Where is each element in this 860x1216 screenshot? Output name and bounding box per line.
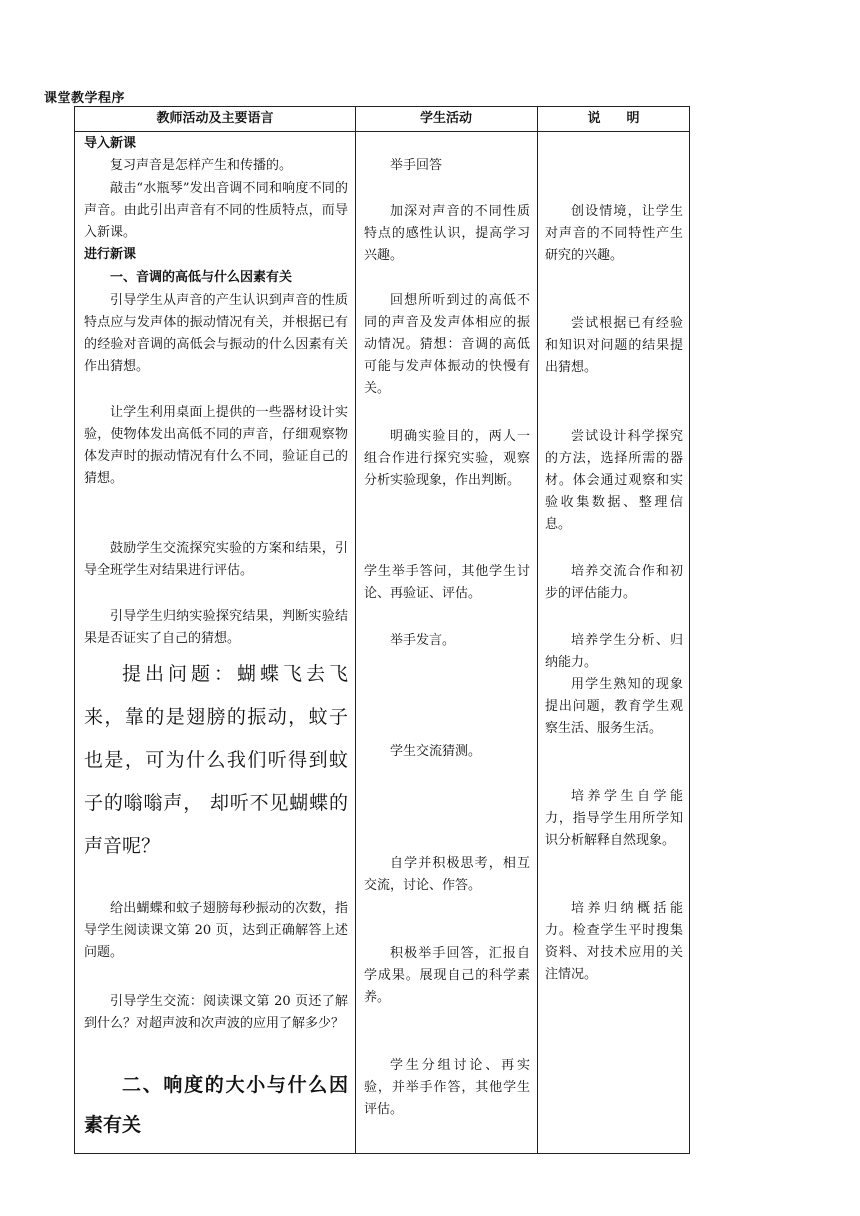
teacher-text: 复习声音是怎样产生和传播的。	[110, 158, 293, 173]
note-text: 培养学生分析、归纳能力。	[545, 633, 683, 670]
student-activity: 学生分组讨论、再实验，并举手作答，其他学生评估。	[364, 1058, 530, 1117]
note-text: 培养交流合作和初步的评估能力。	[545, 564, 683, 601]
student-activity: 回想所听到过的高低不同的声音及发声体相应的振动情况。猜想：音调的高低可能与发声体振动的快慢有关。	[364, 293, 530, 396]
section-heading: 课堂教学程序	[44, 91, 126, 106]
teacher-text: 鼓励学生交流探究实验的方案和结果，引导全班学生对结果进行评估。	[84, 541, 348, 578]
student-activity: 学生交流猜测。	[390, 744, 482, 759]
column-divider	[355, 107, 356, 1153]
teacher-question: 提出问题：蝴蝶飞去飞来，靠的是翅膀的振动，蚊子也是，可为什么我们听得到蚊子的嗡嗡声， 却听不见蝴蝶的声音呢？	[84, 663, 348, 857]
student-activity: 积极举手回答，汇报自学成果。展现自己的科学素养。	[364, 946, 530, 1005]
student-activity: 举手发言。	[390, 633, 456, 648]
teacher-section-title: 一、音调的高低与什么因素有关	[110, 270, 293, 285]
note-text: 培养归纳概括能力。检查学生平时搜集资料、对技术应用的关注情况。	[545, 901, 683, 982]
header-student-activity: 学生活动	[419, 111, 472, 126]
note-text: 用学生熟知的现象提出问题，教育学生观察生活、服务生活。	[545, 677, 683, 736]
teacher-text: 引导学生交流：阅读课文第 20 页还了解到什么？对超声波和次声波的应用了解多少？	[84, 994, 348, 1031]
teacher-text: 让学生利用桌面上提供的一些器材设计实验，使物体发出高低不同的声音，仔细观察物体发声时的振动情况有什么不同，验证自己的猜想。	[84, 405, 348, 486]
note-text: 创设情境，让学生对声音的不同特性产生研究的兴趣。	[545, 204, 683, 263]
student-activity: 明确实验目的，两人一组合作进行探究实验，观察分析实验现象，作出判断。	[364, 429, 530, 488]
note-text: 培养学生自学能力，指导学生用所学知识分析解释自然现象。	[545, 789, 683, 848]
header-teacher-activity: 教师活动及主要语言	[156, 111, 274, 126]
header-notes: 说 明	[587, 111, 640, 126]
student-activity: 自学并积极思考，相互交流，讨论、作答。	[364, 856, 530, 893]
teacher-text: 引导学生归纳实验探究结果，判断实验结果是否证实了自己的猜想。	[84, 609, 348, 646]
student-activity: 举手回答	[390, 158, 443, 173]
note-text: 尝试根据已有经验和知识对问题的结果提出猜想。	[545, 316, 683, 375]
note-text: 尝试设计科学探究的方法，选择所需的器材。体会通过观察和实验收集数据、整理信息。	[545, 429, 683, 532]
student-activity: 学生举手答问，其他学生讨论、再验证、评估。	[364, 564, 530, 601]
column-divider	[537, 107, 538, 1153]
teacher-text: 给出蝴蝶和蚊子翅膀每秒振动的次数，指导学生阅读课文第 20 页，达到正确解答上述问题。	[84, 901, 348, 960]
teacher-new-lesson-title: 进行新课	[84, 247, 137, 262]
teacher-text: 引导学生从声音的产生认识到声音的性质特点应与发声体的振动情况有关，并根据已有的经验对音调的高低会与振动的什么因素有关作出猜想。	[84, 293, 348, 374]
header-divider	[75, 131, 689, 132]
teacher-section-title: 二、响度的大小与什么因素有关	[84, 1074, 348, 1136]
teacher-text: 敲击“水瓶琴”发出音调不同和响度不同的声音。由此引出声音有不同的性质特点，而导入新课。	[84, 181, 348, 240]
teacher-intro-title: 导入新课	[84, 136, 137, 151]
student-activity: 加深对声音的不同性质特点的感性认识，提高学习兴趣。	[364, 204, 530, 263]
